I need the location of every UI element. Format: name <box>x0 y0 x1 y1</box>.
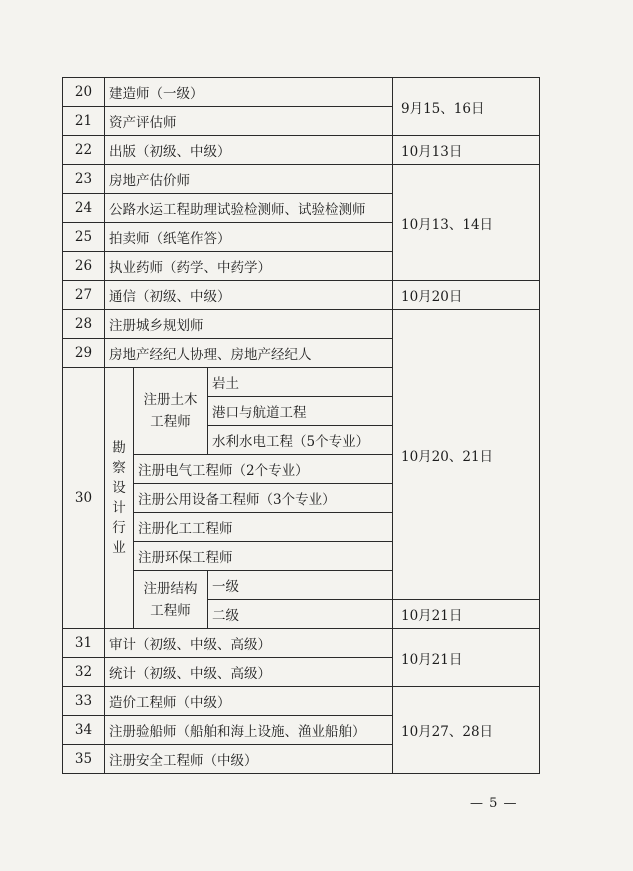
exam-name: 出版（初级、中级） <box>105 136 393 165</box>
category-label: 勘察设计行业 <box>105 368 134 629</box>
exam-name: 港口与航道工程 <box>208 397 393 426</box>
table-row <box>63 629 540 658</box>
subcategory-line: 工程师 <box>150 414 191 430</box>
exam-name: 资产评估师 <box>105 107 393 136</box>
table-row <box>63 136 540 165</box>
row-number: 21 <box>63 107 105 136</box>
subcategory-civil <box>134 368 208 455</box>
row-number: 30 <box>63 368 105 629</box>
exam-name: 房地产经纪人协理、房地产经纪人 <box>105 339 393 368</box>
table-row <box>63 281 540 310</box>
exam-date: 10月13、14日 <box>393 165 540 281</box>
exam-name: 统计（初级、中级、高级） <box>105 658 393 687</box>
exam-date: 10月13日 <box>393 136 540 165</box>
exam-name: 通信（初级、中级） <box>105 281 393 310</box>
exam-name: 注册安全工程师（中级） <box>105 745 393 774</box>
subcategory-structural <box>134 571 208 629</box>
row-number: 23 <box>63 165 105 194</box>
exam-date: 10月27、28日 <box>393 687 540 774</box>
row-number: 28 <box>63 310 105 339</box>
exam-name: 注册公用设备工程师（3个专业） <box>134 484 393 513</box>
exam-name: 建造师（一级） <box>105 78 393 107</box>
exam-name: 注册城乡规划师 <box>105 310 393 339</box>
exam-name: 拍卖师（纸笔作答） <box>105 223 393 252</box>
exam-name: 水利水电工程（5个专业） <box>208 426 393 455</box>
exam-name: 造价工程师（中级） <box>105 687 393 716</box>
exam-date: 9月15、16日 <box>393 78 540 136</box>
exam-schedule-table <box>62 77 540 774</box>
table-row <box>63 687 540 716</box>
row-number: 26 <box>63 252 105 281</box>
table-row <box>63 310 540 339</box>
exam-name: 注册电气工程师（2个专业） <box>134 455 393 484</box>
exam-name: 公路水运工程助理试验检测师、试验检测师 <box>105 194 393 223</box>
subcategory-line: 工程师 <box>150 602 191 619</box>
row-number: 25 <box>63 223 105 252</box>
exam-name: 房地产估价师 <box>105 165 393 194</box>
exam-date: 10月21日 <box>393 600 540 629</box>
exam-name: 二级 <box>208 600 393 629</box>
exam-name: 岩土 <box>208 368 393 397</box>
page-number: — 5 — <box>470 796 518 811</box>
row-number: 31 <box>63 629 105 658</box>
subcategory-line: 注册结构 <box>143 580 198 597</box>
exam-name: 注册化工工程师 <box>134 513 393 542</box>
table-row <box>63 165 540 194</box>
exam-date: 10月20、21日 <box>393 310 540 600</box>
row-number: 24 <box>63 194 105 223</box>
row-number: 34 <box>63 716 105 745</box>
exam-date: 10月20日 <box>393 281 540 310</box>
exam-name: 注册环保工程师 <box>134 542 393 571</box>
row-number: 20 <box>63 78 105 107</box>
exam-name: 审计（初级、中级、高级） <box>105 629 393 658</box>
exam-date: 10月21日 <box>393 629 540 687</box>
row-number: 22 <box>63 136 105 165</box>
row-number: 29 <box>63 339 105 368</box>
subcategory-line: 注册土木 <box>143 392 198 408</box>
row-number: 33 <box>63 687 105 716</box>
table-row <box>63 78 540 107</box>
exam-name: 一级 <box>208 571 393 600</box>
row-number: 27 <box>63 281 105 310</box>
exam-name: 执业药师（药学、中药学） <box>105 252 393 281</box>
row-number: 32 <box>63 658 105 687</box>
row-number: 35 <box>63 745 105 774</box>
exam-name: 注册验船师（船舶和海上设施、渔业船舶） <box>105 716 393 745</box>
